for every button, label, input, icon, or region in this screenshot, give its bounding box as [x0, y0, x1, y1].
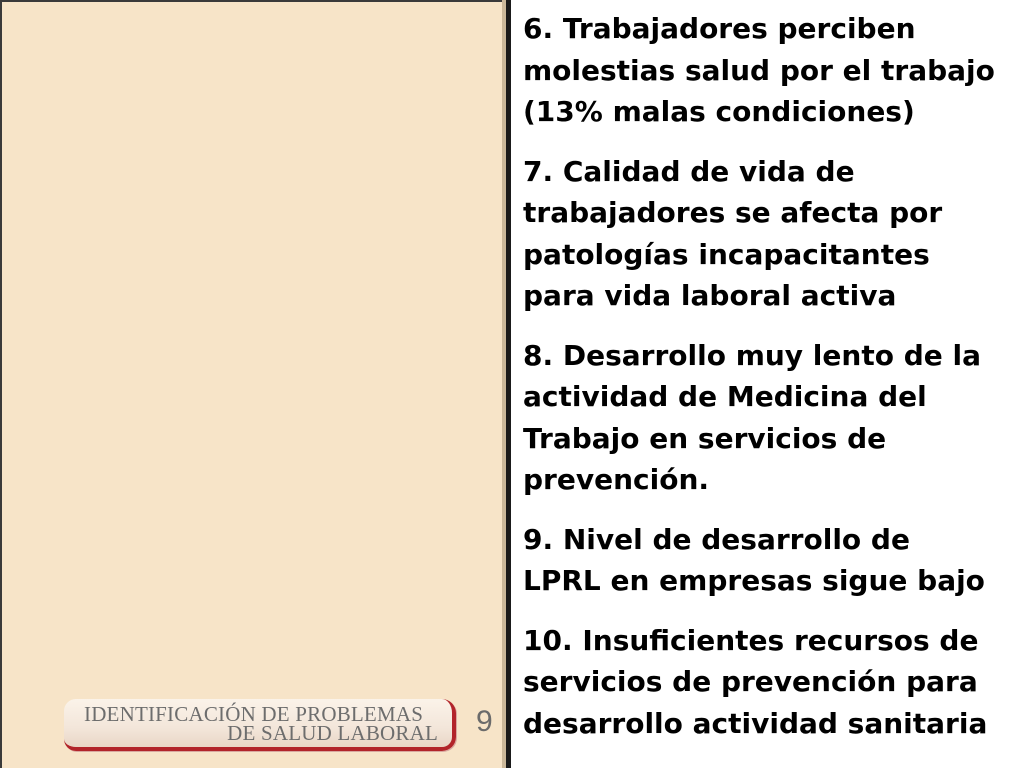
list-item: 6. Trabajadores perciben molestias salud por el trabajo (13% malas condiciones) — [523, 12, 995, 128]
list-item: 7. Calidad de vida de trabajadores se afecta por patologías incapacitantes para vida laboral activa — [523, 154, 943, 312]
list-item: 10. Insuficientes recursos de servicios de prevención para desarrollo actividad sanitaria — [523, 623, 988, 740]
vertical-divider — [506, 0, 511, 768]
footer-title-line1: IDENTIFICACIÓN DE PROBLEMAS — [84, 702, 424, 726]
left-panel — [0, 0, 506, 768]
problem-list — [523, 8, 1018, 762]
page-number: 9 — [476, 705, 493, 738]
list-item: 9. Nivel de desarrollo de LPRL en empresas sigue bajo — [523, 522, 985, 597]
list-item: 8. Desarrollo muy lento de la actividad de Medicina del Trabajo en servicios de prevención. — [523, 338, 981, 496]
footer-title-banner — [64, 699, 456, 751]
footer-title-line2: DE SALUD LABORAL — [227, 721, 438, 745]
